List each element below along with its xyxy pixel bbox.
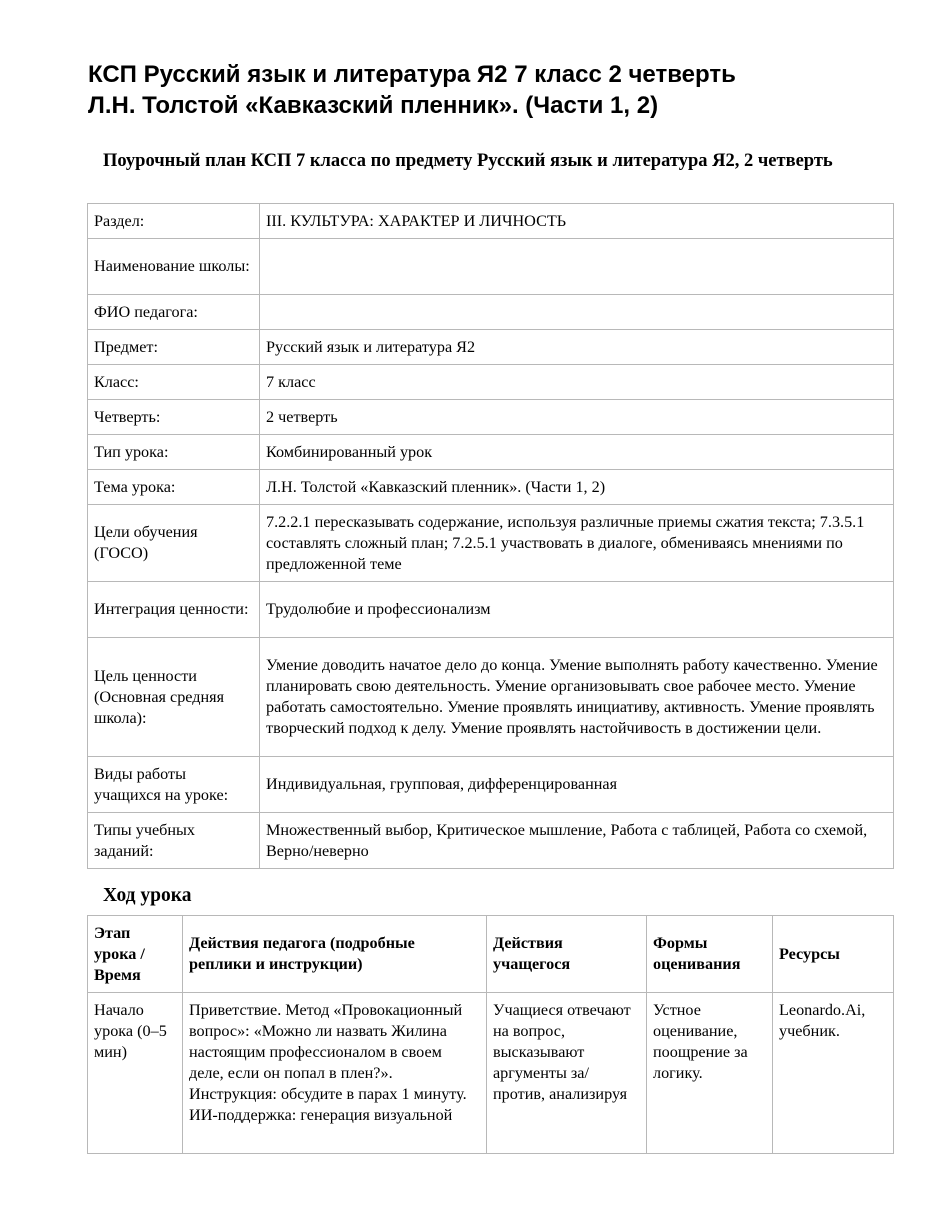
info-label: Цели обучения (ГОСО) — [88, 505, 260, 582]
info-value: Л.Н. Толстой «Кавказский пленник». (Части 1, 2) — [260, 470, 894, 505]
info-label: Класс: — [88, 365, 260, 400]
info-row-task-types — [88, 813, 894, 869]
info-label: Интеграция ценности: — [88, 582, 260, 638]
column-header-resources: Ресурсы — [773, 916, 894, 993]
column-header-stage: Этап урока / Время — [88, 916, 183, 993]
info-row-learning-goals — [88, 505, 894, 582]
info-label: Тип урока: — [88, 435, 260, 470]
lesson-flow-heading: Ход урока — [103, 885, 192, 906]
info-row-section — [88, 204, 894, 239]
plan-heading: Поурочный план КСП 7 класса по предмету Русский язык и литература Я2, 2 четверть — [103, 151, 833, 171]
document-title-line-2: Л.Н. Толстой «Кавказский пленник». (Части 1, 2) — [88, 92, 659, 119]
lesson-flow-table — [87, 915, 894, 1154]
info-label: ФИО педагога: — [88, 295, 260, 330]
teacher-actions-cell: Приветствие. Метод «Провокационный вопрос»: «Можно ли назвать Жилина настоящим профессионалом в своем деле, если он попал в плен?». Инструкция: обсудите в парах 1 минуту. ИИ-поддержка: генерация визуальной — [183, 993, 487, 1154]
lesson-table-header-row — [88, 916, 894, 993]
info-row-teacher-name — [88, 295, 894, 330]
column-header-assessment: Формы оценивания — [647, 916, 773, 993]
info-value: Русский язык и литература Я2 — [260, 330, 894, 365]
info-row-subject — [88, 330, 894, 365]
info-value: 2 четверть — [260, 400, 894, 435]
info-label: Типы учебных заданий: — [88, 813, 260, 869]
assessment-cell: Устное оценивание, поощрение за логику. — [647, 993, 773, 1154]
table-row — [88, 993, 894, 1154]
info-label: Виды работы учащихся на уроке: — [88, 757, 260, 813]
info-row-work-types — [88, 757, 894, 813]
info-value: Индивидуальная, групповая, дифференцированная — [260, 757, 894, 813]
info-value: 7 класс — [260, 365, 894, 400]
document-title-line-1: КСП Русский язык и литература Я2 7 класс 2 четверть — [88, 61, 736, 88]
info-value: Трудолюбие и профессионализм — [260, 582, 894, 638]
student-actions-cell: Учащиеся отвечают на вопрос, высказывают аргументы за/против, анализируя — [487, 993, 647, 1154]
lesson-stage-cell: Начало урока (0–5 мин) — [88, 993, 183, 1154]
info-label: Предмет: — [88, 330, 260, 365]
resources-cell: Leonardo.Ai, учебник. — [773, 993, 894, 1154]
info-row-value-integration — [88, 582, 894, 638]
info-value — [260, 239, 894, 295]
lesson-info-table — [87, 203, 894, 869]
info-value: Множественный выбор, Критическое мышление, Работа с таблицей, Работа со схемой, Верно/неверно — [260, 813, 894, 869]
info-row-lesson-topic — [88, 470, 894, 505]
info-row-quarter — [88, 400, 894, 435]
info-value: Комбинированный урок — [260, 435, 894, 470]
info-row-grade — [88, 365, 894, 400]
info-value: III. КУЛЬТУРА: ХАРАКТЕР И ЛИЧНОСТЬ — [260, 204, 894, 239]
info-row-value-goal — [88, 638, 894, 757]
info-label: Раздел: — [88, 204, 260, 239]
column-header-teacher-actions: Действия педагога (подробные реплики и инструкции) — [183, 916, 487, 993]
document-title — [88, 59, 878, 121]
info-row-school-name — [88, 239, 894, 295]
info-value: Умение доводить начатое дело до конца. Умение выполнять работу качественно. Умение планировать свою деятельность. Умение организовывать свое рабочее место. Умение работать самостоятельно. Умение проявлять инициативу, активность. Умение проявлять творческий подход к делу. Умение проявлять настойчивость в достижении цели. — [260, 638, 894, 757]
info-row-lesson-type — [88, 435, 894, 470]
info-value — [260, 295, 894, 330]
info-label: Четверть: — [88, 400, 260, 435]
info-value: 7.2.2.1 пересказывать содержание, используя различные приемы сжатия текста; 7.3.5.1 составлять сложный план; 7.2.5.1 участвовать в диалоге, обмениваясь мнениями по предложенной теме — [260, 505, 894, 582]
info-label: Цель ценности (Основная средняя школа): — [88, 638, 260, 757]
info-label: Тема урока: — [88, 470, 260, 505]
info-label: Наименование школы: — [88, 239, 260, 295]
column-header-student-actions: Действия учащегося — [487, 916, 647, 993]
